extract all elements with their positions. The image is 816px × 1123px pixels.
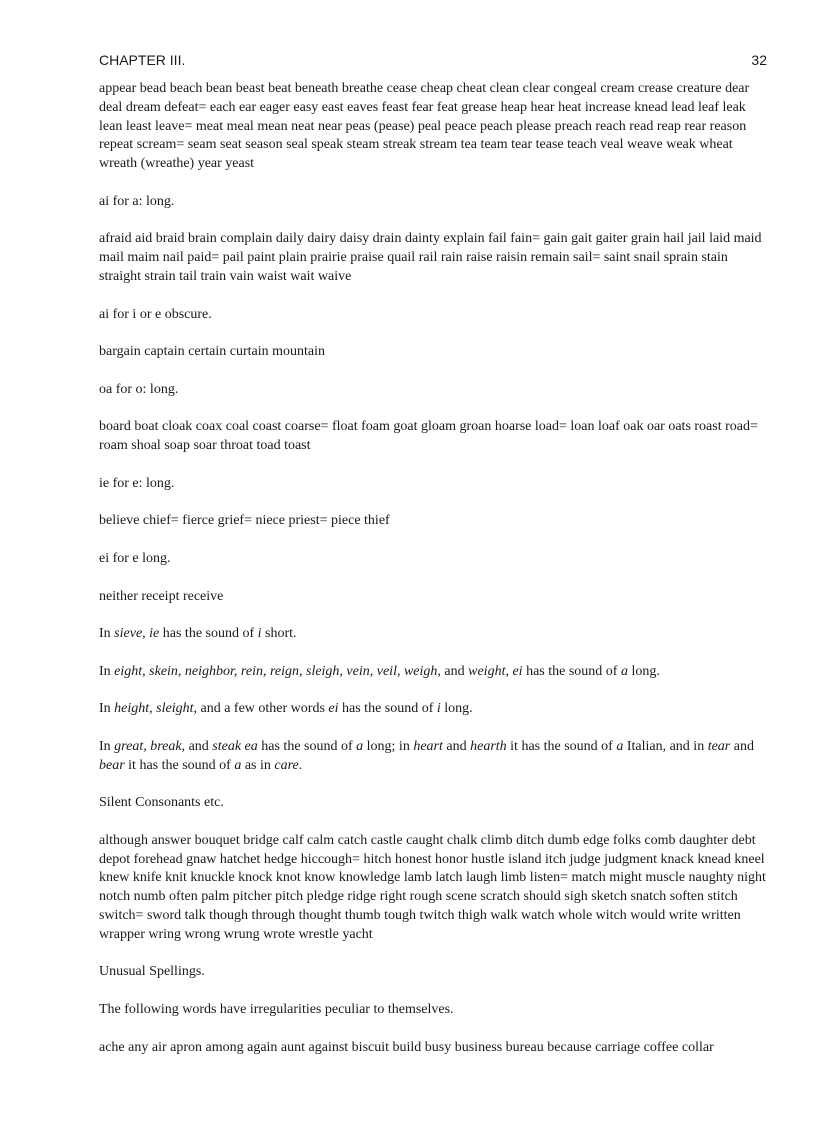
ai-obscure-word-list: bargain captain certain curtain mountain [99,344,325,360]
unusual-spellings-word-list: ache any air apron among again aunt against biscuit build busy business bureau because carriage coffee collar [99,1039,714,1055]
unusual-spellings-intro: The following words have irregularities peculiar to themselves. [99,1002,454,1018]
ea-word-list: appear bead beach bean beast beat beneath breathe cease cheap cheat clean clear congeal cream crease creature dear deal dream defeat= each ear eager easy east eaves feast fear feat grease heap hear heat increase knead lead leaf leak lean least leave= meat meal mean neat near peas (pease) peal peace peach please preach reach read reap rear reason repeat scream= seam seat season seal speak steam streak stream tea team tear tease teach veal weave weak wheat wreath (wreathe) year yeast [99,81,750,172]
silent-consonants-heading: Silent Consonants etc. [99,795,224,811]
ai-long-heading: ai for a: long. [99,193,175,209]
sieve-rule: In sieve, ie has the sound of i short. [99,626,297,642]
ai-long-word-list: afraid aid braid brain complain daily dairy daisy drain dainty explain fail fain= gain gait gaiter grain hail jail laid maid mail maim nail paid= pail paint plain prairie praise quail rail rain raise raisin remain sail= saint snail sprain stain straight strain tail train vain waist wait waive [99,231,762,284]
eight-rule: In eight, skein, neighbor, rein, reign, sleigh, vein, veil, weigh, and weight, ei has the sound of a long. [99,663,660,679]
oa-word-list: board boat cloak coax coal coast coarse= float foam goat gloam groan hoarse load= loan loaf oak oar oats roast road= roam shoal soap soar throat toad toast [99,419,758,454]
ei-word-list: neither receipt receive [99,588,224,604]
ie-word-list: believe chief= fierce grief= niece priest= piece thief [99,513,390,529]
ie-heading: ie for e: long. [99,475,175,491]
page-number: 32 [751,52,767,68]
chapter-title: CHAPTER III. [99,52,186,68]
ei-heading: ei for e long. [99,550,171,566]
great-rule: In great, break, and steak ea has the sound of a long; in heart and hearth it has the sound of a Italian, and in tear and bear it has the sound of a as in care. [99,738,754,773]
silent-consonants-word-list: although answer bouquet bridge calf calm catch castle caught chalk climb ditch dumb edge folks comb daughter debt depot forehead gnaw hatchet hedge hiccough= hitch honest honor hustle island itch judge judgment knack knead kneel knew knife knit knuckle knock knot know knowledge lamb latch laugh limb listen= match might muscle naughty night notch numb often palm pitcher pitch pledge ridge right rough scene scratch should sigh sketch snatch soften stitch switch= sword talk though through thought thumb tough twitch thigh walk watch whole witch would write written wrapper wring wrong wrung wrote wrestle yacht [99,832,766,942]
unusual-spellings-heading: Unusual Spellings. [99,964,205,980]
page-content [99,80,767,1076]
height-rule: In height, sleight, and a few other words ei has the sound of i long. [99,701,473,717]
oa-heading: oa for o: long. [99,381,179,397]
ai-obscure-heading: ai for i or e obscure. [99,306,212,322]
